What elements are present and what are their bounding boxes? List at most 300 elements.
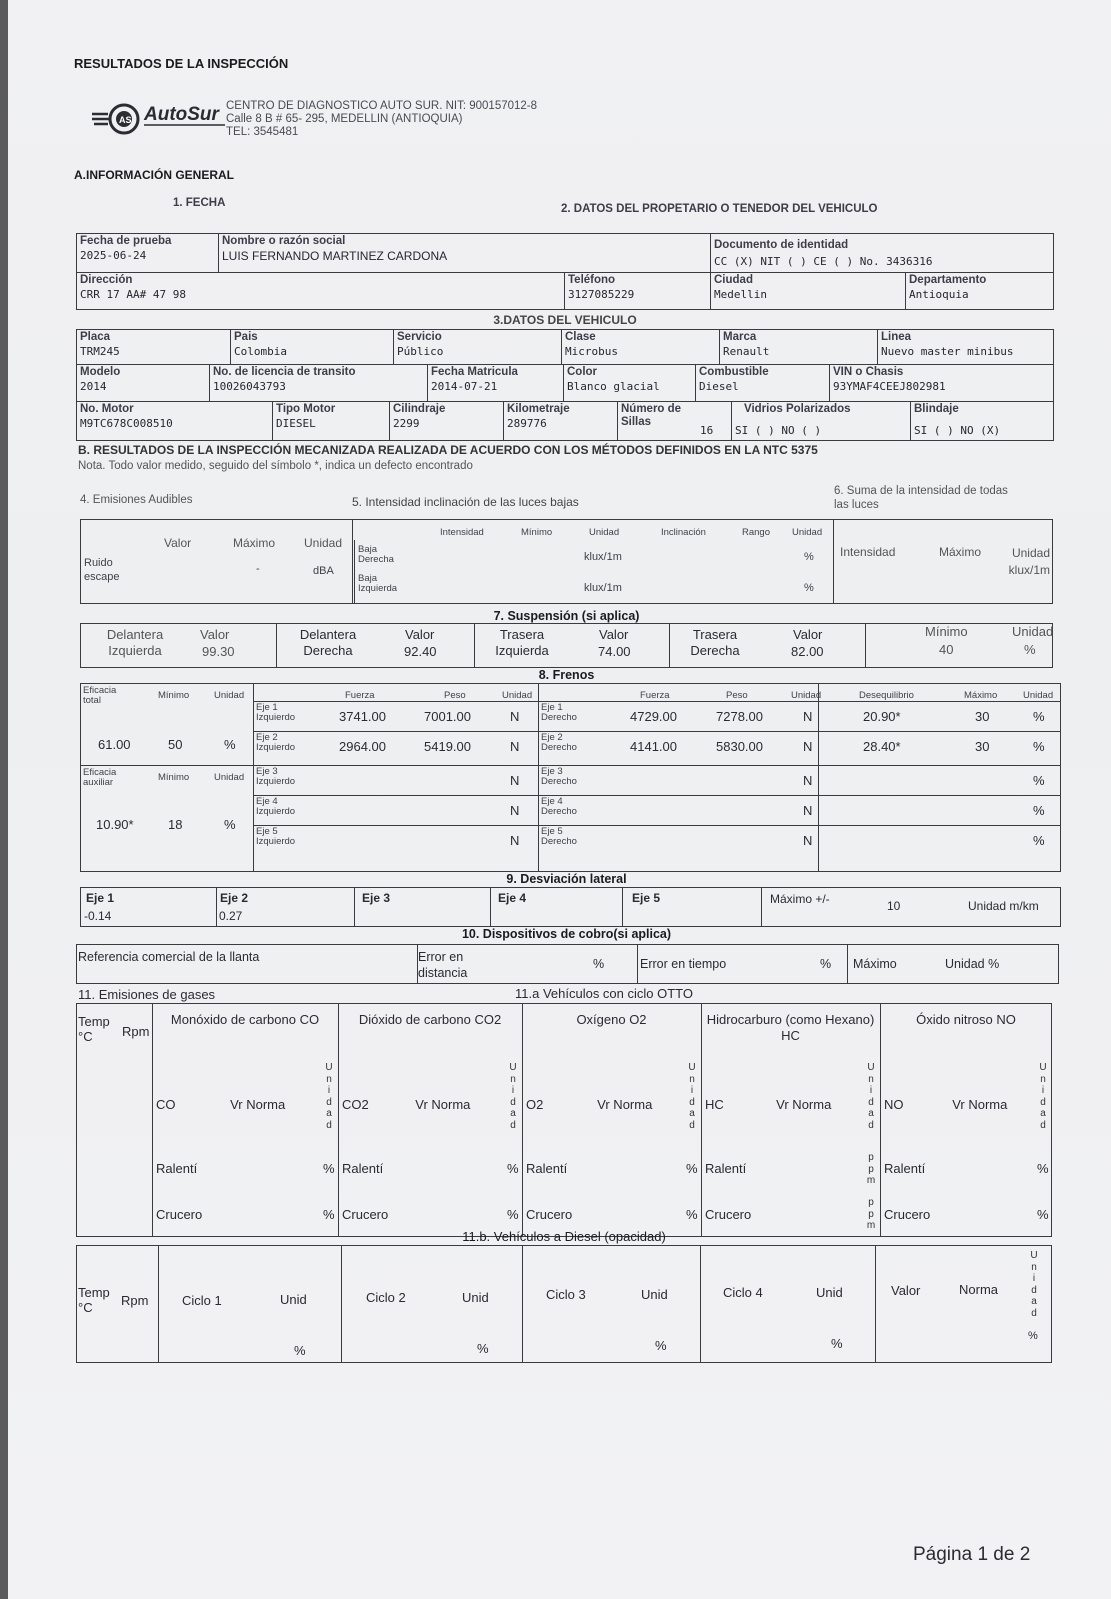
error-tiempo-pct: % — [820, 957, 832, 971]
eficacia-aux-value: 10.90* — [96, 817, 134, 832]
unidad-izq-value: N — [510, 709, 520, 724]
co-ralenti-label: Ralentí — [156, 1161, 198, 1176]
no-header: Óxido nitroso NO — [916, 1012, 1016, 1027]
pais-value: Colombia — [234, 345, 287, 358]
co2-vr-norma: Vr Norma — [415, 1097, 471, 1112]
documento-label: Documento de identidad — [714, 239, 849, 251]
unidad-des-value: % — [1033, 803, 1045, 818]
otto-title: 11.a Vehículos con ciclo OTTO — [515, 986, 693, 1001]
clase-label: Clase — [565, 331, 596, 343]
divider — [865, 623, 866, 668]
unidad-des-value: % — [1033, 773, 1045, 788]
modelo-cell — [76, 364, 210, 402]
matricula-value: 2014-07-21 — [431, 380, 498, 393]
eje-derecho-label: Eje 3 Derecho — [541, 766, 577, 787]
desviacion-eje1-value: -0.14 — [84, 909, 112, 923]
divider — [253, 795, 1061, 796]
tipo-motor-value: DIESEL — [276, 417, 316, 430]
blindaje-label: Blindaje — [914, 403, 959, 415]
peso-der-value: 7278.00 — [716, 709, 763, 724]
placa-cell — [76, 329, 231, 365]
unidad-izq-value: N — [510, 803, 520, 818]
unidad-izq-value: N — [510, 739, 520, 754]
sillas-value: 16 — [700, 424, 714, 437]
o2-ralenti-label: Ralentí — [526, 1161, 568, 1176]
document-title: RESULTADOS DE LA INSPECCIÓN — [74, 56, 289, 71]
center-phone: TEL: 3545481 — [226, 126, 299, 138]
unidad-des-value: % — [1033, 709, 1045, 724]
divider — [538, 683, 539, 872]
ruido-value: - — [256, 563, 260, 575]
diesel-table — [76, 1245, 1052, 1363]
o2-header: Oxígeno O2 — [576, 1012, 647, 1027]
fuerza-der-header: Fuerza — [640, 690, 670, 701]
ruido-unidad-header: Unidad — [304, 536, 343, 550]
co-symbol: CO — [156, 1097, 176, 1112]
hc-ppm-crucero: p p m — [866, 1197, 876, 1231]
blindaje-cell — [910, 401, 1054, 441]
eje-izquierdo-label: Eje 1 Izquierdo — [256, 702, 296, 723]
motor-cell — [76, 401, 273, 441]
vehicle-section-title: 3.DATOS DEL VEHICULO — [493, 313, 637, 327]
hc-vr-norma: Vr Norma — [776, 1097, 832, 1112]
telefono-value: 3127085229 — [568, 288, 635, 301]
desequilibrio-header: Desequilibrio — [859, 690, 914, 701]
fecha-prueba-value: 2025-06-24 — [80, 249, 147, 262]
otto-temp-label: Temp °C — [78, 1014, 110, 1044]
luces-intensidad-header: Intensidad — [440, 527, 484, 538]
unidad-der-value: N — [803, 709, 813, 724]
linea-label: Linea — [881, 331, 912, 343]
divider — [622, 887, 623, 927]
section-b-note: Nota. Todo valor medido, seguido del símbolo *, indica un defecto encontrado — [78, 460, 473, 472]
eficacia-total-label: Eficacia total — [83, 685, 117, 706]
eje-izquierdo-label: Eje 5 Izquierdo — [256, 826, 296, 847]
divider — [80, 765, 253, 766]
placa-value: TRM245 — [80, 345, 120, 358]
pais-label: Pais — [234, 331, 258, 343]
suma-unidad-header: Unidad klux/1m — [1008, 546, 1050, 577]
unidad-der-header: Unidad — [791, 690, 822, 701]
luces-rango-header: Rango — [742, 527, 770, 538]
ciclo2-pct: % — [477, 1341, 489, 1356]
ruido-valor-header: Valor — [164, 536, 192, 550]
desviacion-eje3-label: Eje 3 — [362, 891, 391, 905]
co-crucero-pct: % — [323, 1207, 335, 1222]
matricula-label: Fecha Matricula — [431, 366, 518, 378]
baja-izquierda-unidad: klux/1m — [584, 582, 622, 594]
divider — [880, 1003, 881, 1237]
eficacia-aux-unidad-header: Unidad — [214, 772, 245, 783]
motor-value: M9TC678C008510 — [80, 417, 173, 430]
error-distancia-pct: % — [593, 957, 605, 971]
center-name: CENTRO DE DIAGNOSTICO AUTO SUR. NIT: 900157012-8 — [226, 100, 538, 112]
desequilibrio-value: 20.90* — [863, 709, 901, 724]
peso-izq-value: 5419.00 — [424, 739, 471, 754]
eje-izquierdo-label: Eje 4 Izquierdo — [256, 796, 296, 817]
error-distancia-label: Error en distancia — [418, 950, 468, 980]
ciclo3-label: Ciclo 3 — [546, 1287, 586, 1302]
co2-crucero-label: Crucero — [342, 1207, 389, 1222]
linea-cell — [877, 329, 1054, 365]
del-izq-label: Delantera Izquierda — [106, 627, 164, 658]
ciclo2-label: Ciclo 2 — [366, 1290, 406, 1305]
o2-crucero-label: Crucero — [526, 1207, 573, 1222]
baja-derecha-unidad: klux/1m — [584, 551, 622, 563]
telefono-label: Teléfono — [568, 274, 616, 286]
baja-izquierda-pct: % — [804, 582, 814, 594]
divider — [669, 623, 670, 668]
o2-ralenti-pct: % — [686, 1161, 698, 1176]
luces-inclinacion-header: Inclinación — [661, 527, 706, 538]
fecha-prueba-label: Fecha de prueba — [80, 235, 172, 247]
tra-izq-valor-label: Valor — [599, 627, 629, 642]
fecha-prueba-cell — [76, 233, 219, 273]
del-izq-valor-label: Valor — [200, 627, 230, 642]
desviacion-eje1-label: Eje 1 — [86, 891, 115, 905]
ciclo4-pct: % — [831, 1336, 843, 1351]
frenos-title: 8. Frenos — [538, 668, 595, 682]
combustible-label: Combustible — [699, 366, 769, 378]
hc-symbol: HC — [705, 1097, 724, 1112]
baja-izquierda-label: Baja Izquierda — [358, 573, 398, 594]
desviacion-unidad: Unidad m/km — [968, 899, 1039, 913]
desviacion-eje5-label: Eje 5 — [632, 891, 661, 905]
ciudad-value: Medellin — [714, 288, 767, 301]
color-cell — [563, 364, 696, 402]
peso-izq-header: Peso — [444, 690, 466, 701]
servicio-cell — [393, 329, 562, 365]
owner-heading: 2. DATOS DEL PROPETARIO O TENEDOR DEL VEHICULO — [561, 203, 878, 215]
luces-unidad-header: Unidad — [589, 527, 620, 538]
suspension-unidad-label: Unidad — [1012, 624, 1054, 639]
divider — [253, 731, 1061, 732]
co-crucero-label: Crucero — [156, 1207, 203, 1222]
clase-value: Microbus — [565, 345, 618, 358]
eficacia-aux-pct: % — [224, 817, 236, 832]
telefono-cell — [564, 272, 711, 310]
divider — [253, 683, 254, 872]
vidrios-value: SI ( ) NO ( ) — [735, 424, 822, 437]
direccion-label: Dirección — [80, 274, 133, 286]
vin-label: VIN o Chasis — [833, 366, 904, 378]
tra-der-value: 82.00 — [791, 644, 824, 659]
del-der-value: 92.40 — [404, 644, 437, 659]
diesel-unidad-label: U n i d a d — [1030, 1250, 1038, 1319]
document-page — [8, 0, 1111, 1599]
unidad-des-header: Unidad — [1023, 690, 1054, 701]
divider — [352, 519, 353, 604]
desviacion-maximo-label: Máximo +/- — [770, 892, 830, 906]
hc-crucero-label: Crucero — [705, 1207, 752, 1222]
hc-unidad-vertical: U n i d a d — [867, 1062, 875, 1131]
divider — [761, 887, 762, 927]
no-crucero-label: Crucero — [884, 1207, 931, 1222]
cobro-unidad-label: Unidad % — [945, 957, 1000, 971]
page-number: Página 1 de 2 — [913, 1544, 1031, 1565]
peso-der-header: Peso — [726, 690, 748, 701]
divider — [847, 944, 848, 984]
suspension-title: 7. Suspensión (si aplica) — [493, 609, 640, 623]
diesel-unidad-pct: % — [1028, 1330, 1038, 1342]
co-header: Monóxido de carbono CO — [170, 1012, 320, 1027]
divider — [701, 1003, 702, 1237]
ruido-maximo-header: Máximo — [233, 536, 276, 550]
co-vr-norma: Vr Norma — [230, 1097, 286, 1112]
sillas-cell — [617, 401, 732, 441]
cilindraje-value: 2299 — [393, 417, 420, 430]
o2-symbol: O2 — [526, 1097, 544, 1112]
hc-header: Hidrocarburo (como Hexano) HC — [706, 1012, 875, 1043]
unidad-des-value: % — [1033, 833, 1045, 848]
section-b-title: B. RESULTADOS DE LA INSPECCIÓN MECANIZADA REALIZADA DE ACUERDO CON LOS MÉTODOS DEFINIDOS EN LA NTC 5375 — [78, 443, 818, 457]
desviacion-title: 9. Desviación lateral — [506, 872, 627, 886]
divider — [818, 683, 819, 872]
ciclo4-label: Ciclo 4 — [723, 1285, 763, 1300]
co2-ralenti-pct: % — [507, 1161, 519, 1176]
servicio-value: Público — [397, 345, 444, 358]
modelo-label: Modelo — [80, 366, 121, 378]
baja-derecha-pct: % — [804, 551, 814, 563]
del-izq-value: 99.30 — [202, 644, 235, 659]
eje-derecho-label: Eje 2 Derecho — [541, 732, 577, 753]
ciclo2-unid: Unid — [462, 1290, 489, 1305]
tra-izq-value: 74.00 — [598, 644, 631, 659]
s5-heading: 5. Intensidad inclinación de las luces bajas — [352, 495, 579, 509]
nombre-cell — [218, 233, 711, 273]
unidad-der-value: N — [803, 833, 813, 848]
s4-heading: 4. Emisiones Audibles — [80, 494, 193, 506]
diesel-norma-label: Norma — [959, 1282, 999, 1297]
section-a-title: A.INFORMACIÓN GENERAL — [74, 168, 234, 182]
suspension-minimo-label: Mínimo — [925, 624, 968, 639]
desviacion-eje4-label: Eje 4 — [498, 891, 527, 905]
ciclo3-unid: Unid — [641, 1287, 668, 1302]
o2-crucero-pct: % — [686, 1207, 698, 1222]
cobro-maximo-label: Máximo — [853, 957, 897, 971]
co2-header: Dióxido de carbono CO2 — [358, 1012, 502, 1027]
divider — [338, 1003, 339, 1237]
departamento-cell — [905, 272, 1054, 310]
divider — [158, 1245, 159, 1363]
del-der-valor-label: Valor — [405, 627, 435, 642]
otto-table — [76, 1003, 1052, 1237]
licencia-value: 10026043793 — [213, 380, 286, 393]
co2-symbol: CO2 — [342, 1097, 369, 1112]
eje-derecho-label: Eje 1 Derecho — [541, 702, 577, 723]
diesel-valor-label: Valor — [891, 1283, 921, 1298]
eficacia-total-value: 61.00 — [98, 737, 131, 752]
tipo-motor-label: Tipo Motor — [276, 403, 336, 415]
matricula-cell — [427, 364, 564, 402]
no-unidad-vertical: U n i d a d — [1039, 1062, 1047, 1131]
o2-vr-norma: Vr Norma — [597, 1097, 653, 1112]
cilindraje-label: Cilindraje — [393, 403, 446, 415]
unidad-der-value: N — [803, 739, 813, 754]
no-ralenti-label: Ralentí — [884, 1161, 926, 1176]
combustible-value: Diesel — [699, 380, 739, 393]
maximo-value: 30 — [975, 739, 990, 754]
marca-value: Renault — [723, 345, 770, 358]
eficacia-total-minimo-header: Mínimo — [158, 690, 190, 701]
co2-ralenti-label: Ralentí — [342, 1161, 384, 1176]
emissions-lights-table — [80, 519, 1053, 604]
combustible-cell — [695, 364, 830, 402]
divider — [152, 1003, 153, 1237]
fuerza-der-value: 4141.00 — [630, 739, 677, 754]
ciclo1-label: Ciclo 1 — [182, 1293, 222, 1308]
desviacion-eje2-value: 0.27 — [219, 909, 243, 923]
eficacia-total-minimo: 50 — [168, 737, 183, 752]
linea-value: Nuevo master minibus — [881, 345, 1014, 358]
color-label: Color — [567, 366, 598, 378]
nombre-label: Nombre o razón social — [222, 235, 346, 247]
divider — [354, 540, 355, 604]
ciclo3-pct: % — [655, 1338, 667, 1353]
vin-value: 93YMAF4CEEJ802981 — [833, 380, 946, 393]
desviacion-maximo-value: 10 — [887, 899, 901, 913]
nombre-value: LUIS FERNANDO MARTINEZ CARDONA — [222, 249, 448, 263]
hc-ppm-ralenti: p p m — [866, 1152, 876, 1186]
divider — [637, 944, 638, 984]
divider — [276, 623, 277, 668]
unidad-der-value: N — [803, 803, 813, 818]
departamento-value: Antioquia — [909, 288, 969, 301]
color-value: Blanco glacial — [567, 380, 660, 393]
clase-cell — [561, 329, 720, 365]
direccion-value: CRR 17 AA# 47 98 — [80, 288, 186, 301]
suspension-minimo-value: 40 — [939, 642, 954, 657]
divider — [253, 825, 1061, 826]
divider — [833, 519, 834, 604]
cobro-title: 10. Dispositivos de cobro(si aplica) — [461, 927, 672, 941]
marca-label: Marca — [723, 331, 757, 343]
ciclo1-unid: Unid — [280, 1292, 307, 1307]
suspension-unidad-value: % — [1024, 642, 1036, 657]
fuerza-der-value: 4729.00 — [630, 709, 677, 724]
referencia-llanta-label: Referencia comercial de la llanta — [78, 950, 260, 964]
ciudad-cell — [710, 272, 906, 310]
diesel-rpm-label: Rpm — [121, 1293, 149, 1308]
cilindraje-cell — [389, 401, 504, 441]
baja-derecha-label: Baja Derecha — [358, 544, 394, 565]
autosur-logo — [90, 98, 230, 138]
tra-izq-label: Trasera Izquierda — [495, 627, 549, 658]
peso-der-value: 5830.00 — [716, 739, 763, 754]
unidad-des-value: % — [1033, 739, 1045, 754]
motor-label: No. Motor — [80, 403, 134, 415]
departamento-label: Departamento — [909, 274, 987, 286]
maximo-value: 30 — [975, 709, 990, 724]
o2-unidad-vertical: U n i d a d — [688, 1062, 696, 1131]
ciclo1-pct: % — [294, 1343, 306, 1358]
divider — [474, 623, 475, 668]
co2-crucero-pct: % — [507, 1207, 519, 1222]
direccion-cell — [76, 272, 565, 310]
diesel-temp-label: Temp °C — [78, 1285, 110, 1315]
vidrios-label: Vidrios Polarizados — [744, 403, 851, 415]
co2-unidad-vertical: U n i d a d — [509, 1062, 517, 1131]
divider — [253, 765, 1061, 766]
ciclo4-unid: Unid — [816, 1285, 843, 1300]
divider — [216, 887, 217, 927]
co-unidad-vertical: U n i d a d — [325, 1062, 333, 1131]
del-der-label: Delantera Derecha — [299, 627, 357, 658]
fuerza-izq-header: Fuerza — [345, 690, 375, 701]
tra-der-label: Trasera Derecha — [690, 627, 740, 658]
suma-maximo-header: Máximo — [939, 545, 982, 559]
maximo-header: Máximo — [964, 690, 998, 701]
divider — [875, 1245, 876, 1363]
ruido-unidad-value: dBA — [313, 565, 334, 577]
eje-derecho-label: Eje 4 Derecho — [541, 796, 577, 817]
eficacia-aux-minimo-header: Mínimo — [158, 772, 190, 783]
hc-ralenti-label: Ralentí — [705, 1161, 747, 1176]
no-ralenti-pct: % — [1037, 1161, 1049, 1176]
divider — [341, 1245, 342, 1363]
diesel-title: 11.b. Vehículos a Diesel (opacidad) — [462, 1229, 666, 1244]
unidad-izq-header: Unidad — [502, 690, 533, 701]
luces-minimo-header: Mínimo — [521, 527, 553, 538]
kilometraje-label: Kilometraje — [507, 403, 570, 415]
peso-izq-value: 7001.00 — [424, 709, 471, 724]
fecha-heading: 1. FECHA — [173, 197, 226, 209]
co-ralenti-pct: % — [323, 1161, 335, 1176]
kilometraje-value: 289776 — [507, 417, 547, 430]
no-vr-norma: Vr Norma — [952, 1097, 1008, 1112]
no-crucero-pct: % — [1037, 1207, 1049, 1222]
no-symbol: NO — [884, 1097, 904, 1112]
desequilibrio-value: 28.40* — [863, 739, 901, 754]
eficacia-total-pct: % — [224, 737, 236, 752]
divider — [700, 1245, 701, 1363]
tipo-motor-cell — [272, 401, 390, 441]
documento-cell — [710, 233, 1054, 273]
unidad-izq-value: N — [510, 773, 520, 788]
kilometraje-cell — [503, 401, 618, 441]
fuerza-izq-value: 2964.00 — [339, 739, 386, 754]
fuerza-izq-value: 3741.00 — [339, 709, 386, 724]
eficacia-aux-label: Eficacia auxiliar — [83, 767, 117, 788]
divider — [522, 1245, 523, 1363]
svg-text:AS: AS — [119, 115, 132, 125]
placa-label: Placa — [80, 331, 111, 343]
pais-cell — [230, 329, 394, 365]
unidad-der-value: N — [803, 773, 813, 788]
divider — [490, 887, 491, 927]
luces-unidad2-header: Unidad — [792, 527, 823, 538]
documento-value: CC (X) NIT ( ) CE ( ) No. 3436316 — [714, 255, 933, 268]
gases-title: 11. Emisiones de gases — [78, 987, 216, 1002]
s6-heading: 6. Suma de la intensidad de todas las luces — [834, 485, 1008, 511]
tra-der-valor-label: Valor — [793, 627, 823, 642]
divider — [522, 1003, 523, 1237]
center-info — [226, 100, 537, 139]
otto-rpm-label: Rpm — [122, 1024, 150, 1039]
unidad-izq-value: N — [510, 833, 520, 848]
ciudad-label: Ciudad — [714, 274, 753, 286]
eje-derecho-label: Eje 5 Derecho — [541, 826, 577, 847]
blindaje-value: SI ( ) NO (X) — [914, 424, 1001, 437]
eficacia-aux-minimo: 18 — [168, 817, 183, 832]
suma-intensidad-header: Intensidad — [840, 545, 896, 559]
divider — [354, 887, 355, 927]
marca-cell — [719, 329, 878, 365]
licencia-label: No. de licencia de transito — [213, 366, 356, 378]
licencia-cell — [209, 364, 428, 402]
eficacia-total-unidad-header: Unidad — [214, 690, 245, 701]
divider — [253, 701, 1061, 702]
